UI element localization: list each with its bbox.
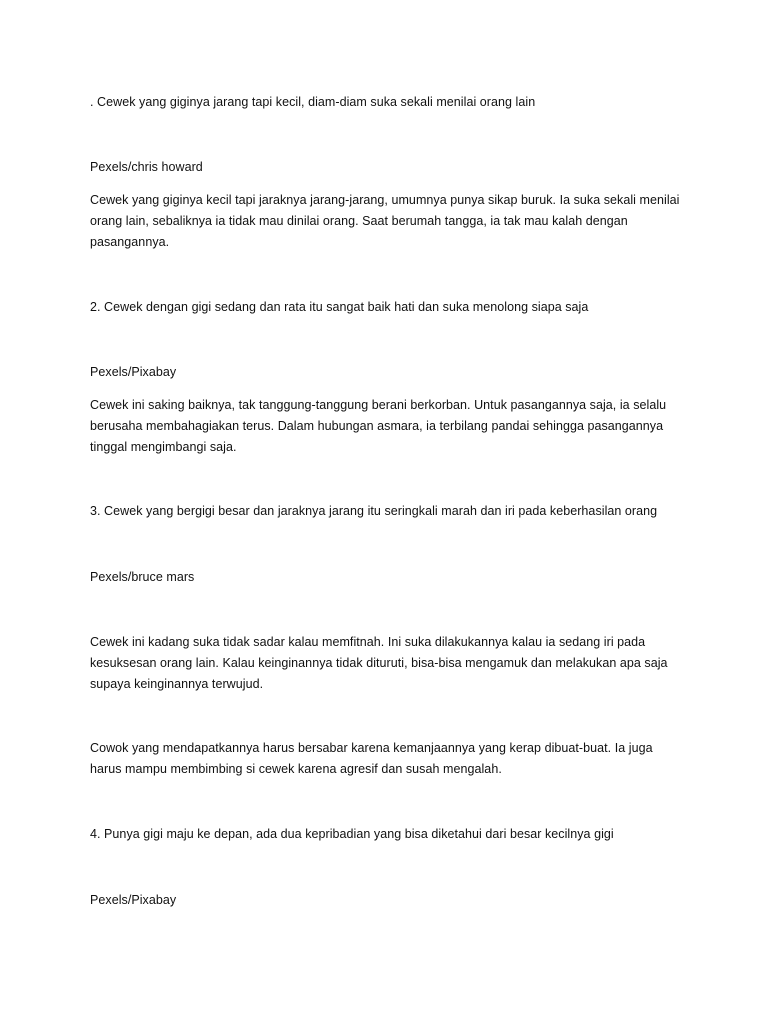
paragraph-1-line-3: pasangannya. — [90, 235, 170, 249]
heading-3: 3. Cewek yang bergigi besar dan jaraknya jarang itu seringkali marah dan iri pada keberhasilan orang — [90, 504, 658, 518]
heading-4: 4. Punya gigi maju ke depan, ada dua kepribadian yang bisa diketahui dari besar kecilnya gigi — [90, 827, 614, 841]
credit-3: Pexels/bruce mars — [90, 570, 195, 584]
paragraph-2-line-1: Cewek ini saking baiknya, tak tanggung-tanggung berani berkorban. Untuk pasangannya saja, ia selalu — [90, 398, 667, 412]
paragraph-1-line-1: Cewek yang giginya kecil tapi jaraknya jarang-jarang, umumnya punya sikap buruk. Ia suka sekali menilai — [90, 193, 680, 207]
heading-1: . Cewek yang giginya jarang tapi kecil, diam-diam suka sekali menilai orang lain — [90, 95, 536, 109]
paragraph-3-line-2: kesuksesan orang lain. Kalau keinginannya tidak dituruti, bisa-bisa mengamuk dan melakukan apa saja — [90, 656, 668, 670]
paragraph-2-line-3: tinggal mengimbangi saja. — [90, 440, 237, 454]
paragraph-2-line-2: berusaha membahagiakan terus. Dalam hubungan asmara, ia terbilang pandai sehingga pasangannya — [90, 419, 664, 433]
paragraph-4-line-1: Cowok yang mendapatkannya harus bersabar karena kemanjaannya yang kerap dibuat-buat. Ia juga — [90, 741, 653, 755]
paragraph-4-line-2: harus mampu membimbing si cewek karena agresif dan susah mengalah. — [90, 762, 502, 776]
credit-4: Pexels/Pixabay — [90, 893, 177, 907]
paragraph-1-line-2: orang lain, sebaliknya ia tidak mau dinilai orang. Saat berumah tangga, ia tak mau kalah dengan — [90, 214, 628, 228]
paragraph-3-line-3: supaya keinginannya terwujud. — [90, 677, 264, 691]
paragraph-3-line-1: Cewek ini kadang suka tidak sadar kalau memfitnah. Ini suka dilakukannya kalau ia sedang iri pada — [90, 635, 646, 649]
credit-2: Pexels/Pixabay — [90, 365, 177, 379]
heading-2: 2. Cewek dengan gigi sedang dan rata itu sangat baik hati dan suka menolong siapa saja — [90, 300, 589, 314]
credit-1: Pexels/chris howard — [90, 160, 203, 174]
